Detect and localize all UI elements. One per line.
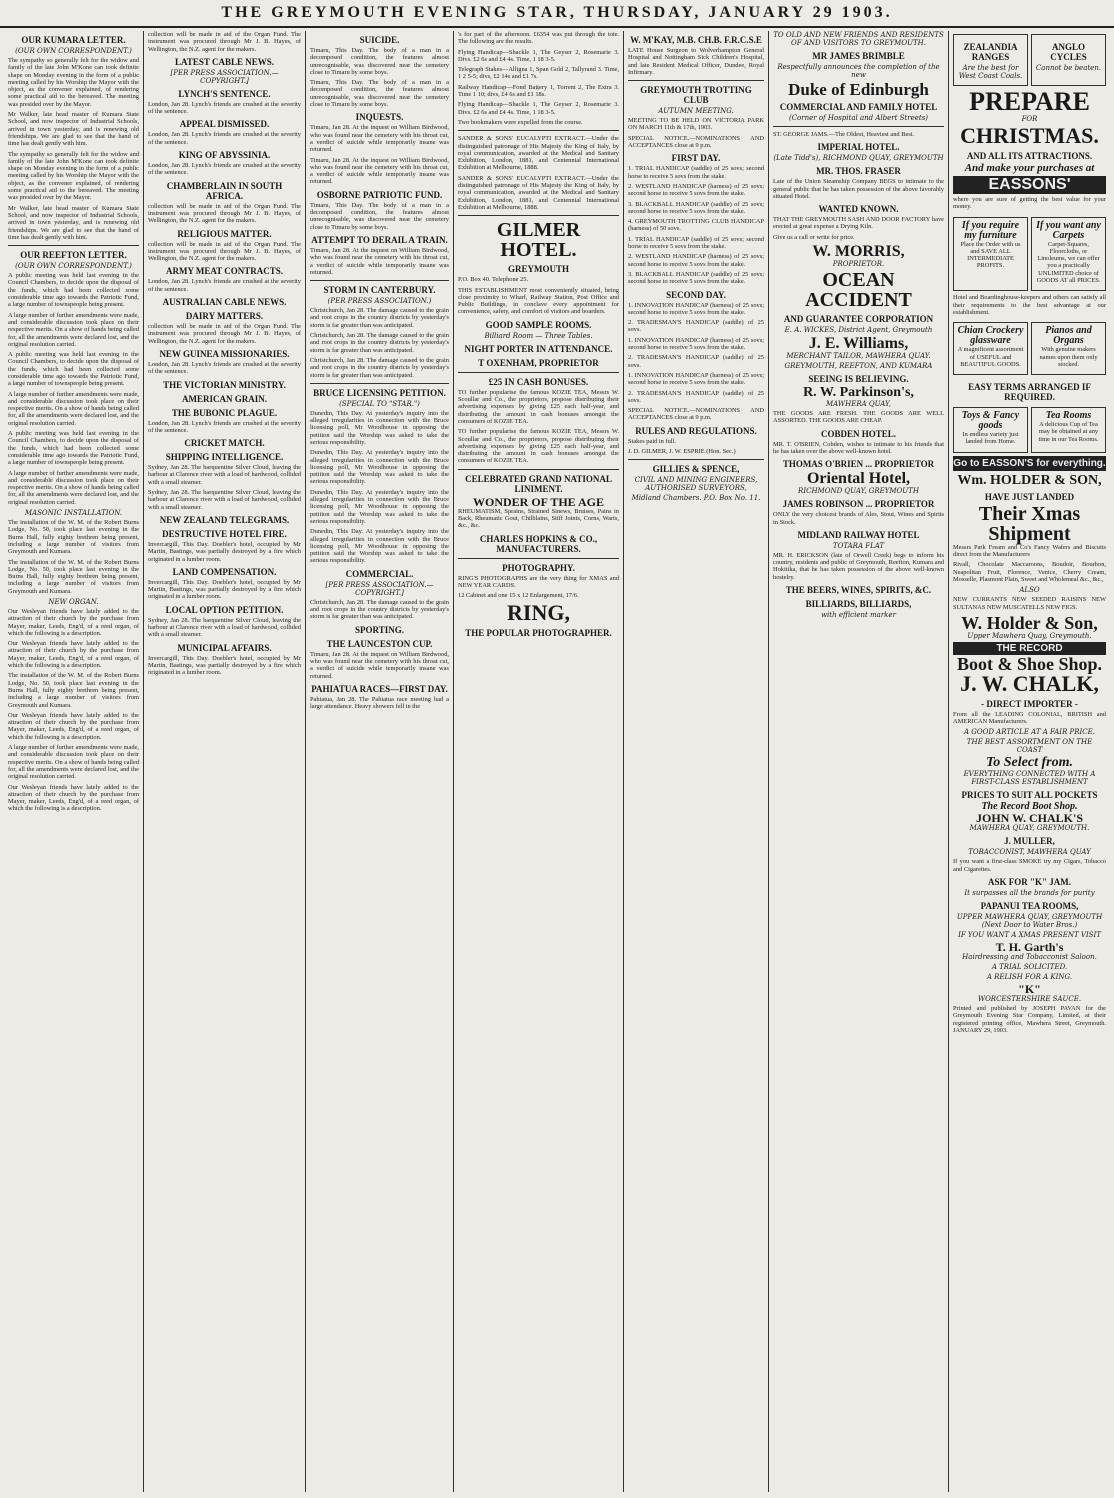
oriental-hotel-title: Oriental Hotel,: [806, 470, 911, 488]
article-text: A large number of further amendments were made, and considerable discussion took place on their respective merits. On a show of hands being called for, all the amendments were declared lost, and the original resolution carried.: [8, 469, 139, 506]
race-entry: 2. WESTLAND HANDICAP (harness) of 25 sovs; second horse to receive 5 sovs from the stake.: [628, 182, 764, 198]
ad-line: SECOND DAY.: [666, 289, 726, 300]
article-text: Timaru, This Day. The body of a man in a decomposed condition, the features almost unrecognisable, was discovered near the cemetery close to Timaru by some boys.: [310, 79, 449, 109]
race-result: Telegraph Stakes—Alligna 1, Span Gold 2, Tallyrand 3. Time, 1 2 5-5; divs, £2 14s and £1 7s.: [458, 66, 619, 81]
column-7: [949, 31, 1110, 1492]
ad-line: AUTUMN MEETING.: [658, 107, 734, 116]
subhead: NEW ORGAN.: [48, 598, 99, 606]
ad-text: Hotel and Boardinghouse-keepers and others can satisfy all their requirements to the best advantage at our establishment.: [953, 294, 1106, 316]
ad-line: Hairdressing and Tobacconist Saloon.: [962, 953, 1097, 962]
article-text: Our Wesleyan friends have lately added to the attraction of their church by the purchase from Mayer, maker, Leeds, Eng'd, of a reed organ, of which the following is a description.: [8, 711, 139, 741]
headline-nz-telegrams: NEW ZEALAND TELEGRAMS.: [159, 514, 290, 525]
race-result: Flying Handicap—Shackle 1, The Geyser 2, Rosemarie 3. Divs. £2 6s and £4 4s. Time, 1 18 3-5.: [458, 48, 619, 63]
column-1: [4, 31, 144, 1492]
kicker: RELIGIOUS MATTER.: [177, 228, 272, 239]
ad-text: 12 Cabinet and one 15 x 12 Enlargement, 17/6.: [458, 592, 579, 600]
holder-title-2: W. Holder & Son,: [961, 612, 1098, 633]
article-text: The sympathy so generally felt for the widow and family of the late John M'Kone can took definite shape on Monday evening in the form of a public meeting called by his Worship the Mayor with the object, as the convener explained, of rendering some practical aid to the bereaved. The meeting was presided over by the Mayor.: [8, 57, 139, 108]
article-text: The sympathy so generally felt for the widow and family of the late John M'Kone can took definite shape on Monday evening in the form of a public meeting called by his Worship the Mayor with the object, as the convener explained, of rendering some practical aid to the bereaved. The meeting was presided over by the Mayor.: [8, 150, 139, 202]
ad-line: RULES AND REGULATIONS.: [635, 425, 757, 436]
article-text: London, Jan 28. Lynch's friends are crushed at the severity of the sentence.: [148, 162, 301, 177]
ad-text: MR. T. O'BRIEN, Cobden, wishes to intimate to his friends that he has taken over the above well-known hotel.: [773, 440, 944, 455]
ad-line: It surpasses all the brands for purity: [964, 889, 1095, 898]
byline: (OUR OWN CORRESPONDENT.): [15, 47, 132, 55]
ring-title: RING,: [507, 600, 570, 626]
article-text: collection will be made in aid of the Organ Fund. The instrument was procured through Mr J. B. Hayes, of Wellington, the N.Z. agent for the makers.: [148, 202, 301, 225]
ad-line: THE BEERS, WINES, SPIRITS, &C.: [785, 585, 932, 596]
pianos-box: [1031, 322, 1106, 375]
article-text: collection will be made in aid of the Organ Fund. The instrument was procured through Mr J. B. Hayes, of Wellington, the N.Z. agent for the makers.: [148, 31, 301, 53]
top-boxes: [953, 31, 1106, 89]
race-entry: 2. TRADESMAN'S HANDICAP (saddle) of 25 sovs.: [628, 389, 764, 404]
ad-line: T OXENHAM, PROPRIETOR: [478, 357, 599, 368]
ad-text: THE GOODS ARE FRESH. THE GOODS ARE WELL ASSORTED. THE GOODS ARE CHEAP.: [773, 410, 944, 425]
race-entry: 2. TRADESMAN'S HANDICAP (saddle) of 25 sovs.: [628, 319, 764, 334]
parkinson-title: R. W. Parkinson's,: [803, 385, 914, 401]
ad-text: Messrs Park Fream and Co's Fancy Wafers and Biscuits direct from the Manufacturers: [953, 543, 1106, 559]
k-sauce: "K": [1018, 982, 1041, 997]
article-text: Our Wesleyan friends have lately added to the attraction of their church by the purchase from Mayer, maker, Leeds, Eng'd, of a reed organ, of which the following is a description.: [8, 783, 139, 813]
ad-line: A TRIAL SOLICITED.: [991, 963, 1068, 972]
ad-line: GREYMOUTH, REEFTON, AND KUMARA: [784, 362, 933, 371]
ad-text: RING'S PHOTOGRAPHS are the very thing for XMAS and NEW YEAR CARDS.: [458, 574, 619, 589]
race-entry: 2. TRADESMAN'S HANDICAP (saddle) of 25 sovs.: [628, 354, 764, 369]
toys-box: [953, 407, 1028, 453]
ad-line: THE BEST ASSORTMENT ON THE COAST: [966, 738, 1093, 755]
article-text: Timaru, Jan 28. At the inquest on William Birdwood, who was found near the cemetery with his throat cut, a verdict of suicide while temporarily insane was returned.: [310, 246, 449, 276]
byline: (SPECIAL TO "STAR."): [339, 399, 420, 408]
furniture-box: [953, 217, 1028, 292]
ad-line: THE POPULAR PHOTOGRAPHER.: [465, 628, 612, 639]
race-entry: 2. WESTLAND HANDICAP (harness) of 25 sovs; second horse to receive 5 sovs from the stake.: [628, 253, 764, 268]
kicker: DAIRY MATTERS.: [185, 311, 264, 322]
kicker: LAND COMPENSATION.: [172, 566, 277, 577]
divider: [628, 459, 764, 460]
kicker: THE BUBONIC PLAGUE.: [171, 407, 278, 418]
ad-line: (Late Tidd's), RICHMOND QUAY, GREYMOUTH: [773, 154, 944, 163]
ad-line: WORCESTERSHIRE SAUCE.: [977, 995, 1082, 1004]
williams-title: J. E. Williams,: [808, 335, 909, 353]
divider: [458, 558, 619, 559]
ad-line: MERCHANT TAILOR, MAWHERA QUAY.: [786, 352, 931, 361]
headline-reefton: OUR REEFTON LETTER.: [20, 250, 127, 261]
article-text: Our Wesleyan friends have lately added to the attraction of their church by the purchase from Mayer, maker, Leeds, Eng'd, of a reed organ, of which the following is a description.: [8, 608, 139, 637]
article-text: Christchurch, Jan 28. The damage caused to the grain and root crops in the country districts by yesterday's storm is far greater than was anticipated.: [310, 307, 449, 329]
divider: [458, 130, 619, 131]
ad-text: Carpet-Squares, Floorcloths, or Linoleums, we can offer you a practically UNLIMITED choice of GOODS AT all PRICES.: [1036, 240, 1101, 285]
byline: (OUR OWN CORRESPONDENT.): [15, 262, 132, 271]
ad-text: Late of the Union Steamship Company BEGS to intimate to the general public that he has taken possession of the above favorably situated Hotel.: [773, 178, 944, 200]
subhead: MASONIC INSTALLATION.: [24, 509, 123, 518]
divider: [8, 245, 139, 246]
eassons-banner: EASSONS': [953, 176, 1106, 194]
ad-line: Pianos and Organs: [1045, 325, 1092, 347]
headline-sporting: SPORTING.: [355, 624, 404, 635]
select-from: To Select from.: [986, 755, 1073, 771]
gilmer-hotel-title: GILMER HOTEL.: [496, 219, 581, 262]
ad-text: Rivall, Chocolate Maccaroons, Boudoir, Bourbon, Neapolitan Fruit, Florence, Venice, Cherry Cream, Mosselle, Plasmont Plain, Sweet and Wholemeal &c., &c.,: [953, 561, 1106, 583]
race-entry: 3. BLACKBALL HANDICAP (saddle) of 25 sovs; second horse to receive 5 sovs from the stake.: [628, 270, 764, 286]
divider: [628, 80, 764, 81]
ad-line: If you want any Carpets: [1036, 219, 1101, 241]
race-entry: 1. INNOVATION HANDICAP (harness) of 25 sovs; second horse to receive 5 sovs from the stake.: [628, 301, 764, 316]
article-text: London, Jan 28. Lynch's friends are crushed at the severity of the sentence.: [148, 100, 301, 116]
ad-line: CELEBRATED GRAND NATIONAL LINIMENT.: [465, 473, 612, 494]
kicker: DESTRUCTIVE HOTEL FIRE.: [162, 528, 287, 539]
article-text: Christchurch, Jan 28. The damage caused to the grain and root crops in the country districts by yesterday's storm is far greater than was anticipated.: [310, 356, 449, 379]
kicker: LOCAL OPTION PETITION.: [165, 604, 284, 615]
article-text: collection will be made in aid of the Organ Fund. The instrument was procured through Mr J. B. Hayes, of Wellington, the N.Z. agent for the makers.: [148, 323, 301, 345]
ad-line: THOMAS O'BRIEN ... PROPRIETOR: [782, 459, 935, 470]
column-3: [306, 31, 454, 1492]
ad-line: ZEALANDIA RANGES: [963, 42, 1018, 62]
ad-line: SEEING IS BELIEVING.: [808, 374, 909, 385]
ad-line: Toys & Fancy goods: [961, 410, 1020, 432]
article-text: A large number of further amendments were made, and considerable discussion took place on their respective merits. On a show of hands being called for, all the amendments were declared lost, and the original resolution carried.: [8, 744, 139, 781]
article-text: Our Wesleyan friends have lately added to the attraction of their church by the purchase from Mayer, maker, Leeds, Eng'd, of a reed organ, of which the following is a description.: [8, 640, 139, 670]
ad-text: SPECIAL NOTICE.—NOMINATIONS AND ACCEPTANCES close at 9 p.m.: [628, 134, 764, 150]
ad-line: TOTARA FLAT: [832, 541, 885, 550]
wanted-known-title: WANTED KNOWN.: [818, 204, 899, 215]
article-text: London, Jan 28. Lynch's friends are crushed at the severity of the sentence.: [148, 360, 301, 376]
article-text: Sydney, Jan 28. The barquentine Silver Cloud, leaving the harbour at Clarence river with a load of hardwood, collided with a small steamer.: [148, 464, 301, 486]
ad-line: Chian Crockery glassware: [957, 325, 1024, 347]
ad-text: ST. GEORGE JAMS.—The Oldest, Heaviest and Best.: [773, 131, 915, 138]
article-text: London, Jan 28. Lynch's friends are crushed at the severity of the sentence.: [148, 131, 301, 146]
race-entry: 1. INNOVATION HANDICAP (harness) of 25 sovs; second horse to receive 5 sovs from the stake.: [628, 371, 764, 387]
divider: [310, 383, 449, 384]
ad-line: TOBACCONIST, MAWHERA QUAY: [968, 848, 1091, 857]
article-text: Pahiatua, Jan 28. The Pahiatua race meeting had a large attendance. Heavy showers fell in the: [310, 695, 449, 711]
tearooms-box: [1031, 407, 1106, 453]
headline-shipping: SHIPPING INTELLIGENCE.: [165, 452, 284, 463]
gilmer-hotel-location: GREYMOUTH: [507, 264, 569, 275]
ad-text: From all the LEADING COLONIAL, BRITISH and AMERICAN Manufacturers.: [953, 710, 1106, 726]
article-text: The installation of the W. M. of the Robert Burns Lodge, No. 50, took place last evening in the Burns Hall, fully eighty brethren being present, including a large number of visitors from Greymouth and Kumara.: [8, 519, 139, 556]
kicker: APPEAL DISMISSED.: [179, 119, 270, 130]
papanui-title: PAPANUI TEA ROOMS,: [980, 901, 1079, 912]
ad-line: And make your purchases at: [964, 162, 1095, 174]
ad-text: where you are sure of getting the best value for your money.: [953, 196, 1106, 211]
column-5: [624, 31, 769, 1492]
midland-hotel-title: MIDLAND RAILWAY HOTEL: [797, 529, 920, 540]
article-text: Christchurch, Jan 28. The damage caused to the grain and root crops in the country districts by yesterday's storm is far greater than was anticipated.: [310, 332, 449, 354]
ad-text: NEW CURRANTS NEW SEEDED RAISINS NEW SULTANAS NEW MUSCATELLS NEW FIGS.: [953, 596, 1106, 611]
ad-line: The Record Boot Shop.: [981, 801, 1078, 813]
ad-line: MR JAMES BRIMBLE: [812, 51, 905, 61]
ad-line: PRICES TO SUIT ALL POCKETS: [961, 790, 1098, 801]
ad-line: PHOTOGRAPHY.: [502, 562, 575, 573]
toys-tearooms: [953, 404, 1106, 456]
kicker: ARMY MEAT CONTRACTS.: [165, 266, 284, 277]
ad-text: MEETING TO BE HELD ON VICTORIA PARK ON MARCH 11th & 17th, 1903.: [628, 117, 764, 132]
divider: [773, 126, 944, 127]
headline-bruce-petition: BRUCE LICENSING PETITION.: [313, 387, 446, 398]
ad-line: MR. THOS. FRASER: [816, 166, 901, 177]
prepare-heading: PREPARE: [969, 87, 1090, 116]
divider: [310, 280, 449, 281]
race-result: Flying Handicap—Shackle 1, The Geyser 2, Rosemarie 3. Divs. £2 6s and £4 4s. Time, 1 18 3-5.: [458, 101, 619, 116]
kicker: OSBORNE PATRIOTIC FUND.: [316, 189, 443, 200]
kicker: ATTEMPT TO DERAIL A TRAIN.: [311, 234, 448, 245]
crockery-box: [953, 322, 1028, 375]
christmas-heading: CHRISTMAS.: [960, 123, 1099, 148]
ad-line: Tea Rooms: [1045, 410, 1092, 422]
ad-line: Upper Mawhera Quay, Greymouth.: [967, 631, 1092, 640]
kicker: LYNCH'S SENTENCE.: [178, 88, 271, 99]
furniture-carpets: [953, 214, 1106, 295]
ad-line: £25 IN CASH BONUSES.: [488, 376, 589, 387]
byline: [PER PRESS ASSOCIATION.—COPYRIGHT.]: [170, 68, 279, 85]
race-result: Railway Handicap—Fond Battery 1, Torrent 2, The Extra 3. Time 1 10; divs, £4 6s and £1 18s.: [458, 83, 619, 99]
ad-line: A GOOD ARTICLE AT A FAIR PRICE.: [963, 728, 1095, 737]
anglo-cycles-box: [1031, 34, 1106, 86]
ad-text: RHEUMATISM, Sprains, Strained Sinews, Bruises, Pains in Back, Rheumatic Gout, Chilblains, Stiff Joints, Corns, Warts, &c., &c.: [458, 507, 619, 530]
ad-line: Are the best for West Coast Coals.: [958, 64, 1023, 80]
ad-text: A magnificent assortment of USEFUL and BEAUTIFUL GOODS.: [957, 346, 1024, 368]
race-entry: 3. BLACKBALL HANDICAP (saddle) of 25 sovs; second horse to receive 5 sovs from the stake.: [628, 200, 764, 215]
ad-line: COMMERCIAL AND FAMILY HOTEL: [779, 102, 938, 112]
ad-line: EASY TERMS ARRANGED IF REQUIRED.: [968, 382, 1091, 403]
divider: [458, 372, 619, 373]
ad-line: - DIRECT IMPORTER -: [981, 698, 1078, 709]
cobden-hotel-title: COBDEN HOTEL.: [820, 428, 896, 439]
ad-line: EVERYTHING CONNECTED WITH A FIRST-CLASS ESTABLISHMENT: [963, 770, 1096, 787]
race-entry: 1. TRIAL HANDICAP (saddle) of 25 sovs; second horse to receive 5 sovs from the stake.: [628, 235, 764, 251]
ad-line: Midland Chambers. P.O. Box No. 11.: [631, 494, 761, 503]
article-text: Dunedin, This Day. At yesterday's inquiry into the alleged irregularities in connection with the Bruce licensing poll, Mr Woodhouse in opposing the petition said the Worship was asked to take the serious responsibility.: [310, 528, 449, 565]
kicker: MUNICIPAL AFFAIRS.: [177, 642, 272, 653]
ad-text: THAT THE GREYMOUTH SASH AND DOOR FACTORY have erected at great expense a Drying Kiln.: [773, 216, 944, 231]
article-text: A public meeting was held last evening in the Council Chambers, to decide upon the disposal of the funds, which had been collected some considerable time ago towards the Patriotic Fund, a large number of townspeople being present.: [8, 430, 139, 467]
kicker: THE LAUNCESTON CUP.: [326, 638, 433, 649]
kicker: THE VICTORIAN MINISTRY.: [163, 379, 286, 390]
ad-text: Give us a call or write for price.: [773, 233, 855, 241]
article-text: London, Jan 28. Lynch's friends are crushed at the severity of the sentence.: [148, 278, 301, 293]
muller-title: J. MULLER,: [1004, 836, 1055, 847]
ad-line: UPPER MAWHERA QUAY, GREYMOUTH (Next Door to Water Bros.): [956, 913, 1103, 930]
ad-line: ANGLO CYCLES: [1050, 42, 1087, 62]
article-text: A large number of further amendments were made, and considerable discussion took place on their respective merits. On a show of hands being called for, all the amendments were declared lost, and the original resolution carried.: [8, 311, 139, 348]
article-text: Dunedin, This Day. At yesterday's inquiry into the alleged irregularities in connection with the Bruce licensing poll, Mr Woodhouse in opposing the petition said the Worship was asked to take the serious responsibility.: [310, 488, 449, 525]
ad-line: MAWHERA QUAY,: [825, 400, 892, 409]
kicker: PAHIATUA RACES—FIRST DAY.: [311, 683, 448, 694]
article-text: Christchurch, Jan 28. The damage caused to the grain and root crops in the country districts by yesterday's storm is far greater than was anticipated.: [310, 598, 449, 621]
article-text: 's for part of the afternoon. £6354 was put through the tote. The following are the results.: [458, 31, 619, 46]
kicker: CHAMBERLAIN IN SOUTH AFRICA.: [166, 180, 283, 201]
crockery-pianos: [953, 319, 1106, 378]
article-text: Timaru, This Day. The body of a man in a decomposed condition, the features almost unrecognisable, was discovered near the cemetery close to Timaru by some boys.: [310, 47, 449, 76]
ad-text: SANDER & SONS' EUCALYPTI EXTRACT.—Under the distinguished patronage of His Majesty the King of Italy, by royal communication, awarded at the Medical and Sanitary Exhibition, London, 1881, and Centennial International Exhibition at Melbourne, 1888.: [458, 135, 619, 172]
ad-text: THIS ESTABLISHMENT most conveniently situated, being close proximity to Wharf, Railway Station, Post Office and Public Buildings, in conclave every appointment for convenience, safety, and comfort of visitors and boarders.: [458, 286, 619, 316]
headline-kumara: OUR KUMARA LETTER.: [21, 35, 126, 45]
garth-title: T. H. Garth's: [995, 940, 1064, 955]
ad-line: A RELISH FOR A KING.: [986, 973, 1073, 982]
article-text: Timaru, Jan 28. At the inquest on William Birdwood, who was found near the cemetery with his throat cut, a verdict of suicide while temporarily insane was returned.: [310, 156, 449, 186]
imperial-hotel-title: IMPERIAL HOTEL.: [817, 142, 900, 153]
article-text: Mr Walker, late head master of Kumara State School, and now inspector of Industrial Schools, arrived in town yesterday, and is renewing old friendships. We are glad to see that the hand of time has dealt gently with him.: [8, 204, 139, 241]
byline: (PER PRESS ASSOCIATION.): [327, 297, 432, 306]
imprint: Printed and published by JOSEPH PAVAN for the Greymouth Evening Star Company, Limited, at their registered printing office, Mawhera Street, Greymouth. JANUARY 29, 1903.: [953, 1005, 1106, 1034]
kicker: INQUESTS.: [355, 112, 404, 123]
ad-text: TO further popularise the famous KOZIE TEA, Messrs W. Scoullar and Co., the proprietors, propose distributing their advertising expenses by giving £25 each half-year, and distributing the amount in cash bonuses amongst the consumers of KOZIE TEA.: [458, 428, 619, 465]
article-text: Dunedin, This Day. At yesterday's inquiry into the alleged irregularities in connection with the Bruce licensing poll, Mr Woodhouse in opposing the petition said the Worship was asked to take the serious responsibility.: [310, 409, 449, 446]
divider: [458, 215, 619, 216]
article-text: Mr Walker, late head master of Kumara State School, and now inspector of Industrial Schools, arrived in town yesterday, and is renewing old friendships. We are glad to see that the hand of time has dealt gently with him.: [8, 111, 139, 148]
zealandia-box: [953, 34, 1028, 86]
ad-line: ALSO: [1019, 586, 1040, 595]
article-text: Timaru, Jan 28. At the inquest on William Birdwood, who was found near the cemetery with his throat cut, a verdict of suicide while temporarily insane was returned.: [310, 650, 449, 680]
ad-line: JAMES ROBINSON ... PROPRIETOR: [782, 499, 935, 510]
ad-line: Cannot be beaten.: [1035, 64, 1102, 72]
holder-title: Wm. HOLDER & SON,: [957, 472, 1102, 488]
ad-line: (Corner of Hospital and Albert Streets): [788, 114, 929, 122]
ad-line: If you require my furniture: [961, 219, 1020, 241]
ad-text: SPECIAL NOTICE.—NOMINATIONS AND ACCEPTANCES close at 9 p.m.: [628, 407, 764, 422]
race-entry: 4. GREYMOUTH TROTTING CLUB HANDICAP (harness) of 50 sovs.: [628, 218, 764, 233]
ad-line: AND ALL ITS ATTRACTIONS.: [966, 151, 1093, 161]
ad-text: P.O. Box 40. Telephone 25.: [458, 276, 529, 284]
column-4: [454, 31, 624, 1492]
kicker: AMERICAN GRAIN.: [182, 393, 267, 404]
article-text: Dunedin, This Day. At yesterday's inquiry into the alleged irregularities in connection with the Bruce licensing poll, Mr Woodhouse in opposing the petition said the Worship was asked to take the serious responsibility.: [310, 449, 449, 486]
article-text: collection will be made in aid of the Organ Fund. The instrument was procured through Mr J. B. Hayes, of Wellington, the N.Z. agent for the makers.: [148, 240, 301, 263]
article-text: A public meeting was held last evening in the Council Chambers, to decide upon the disposal of the funds, which had been collected some considerable time ago towards the Patriotic Fund, a large number of townspeople being present.: [8, 272, 139, 309]
trotting-club-title: GREYMOUTH TROTTING CLUB: [640, 85, 752, 106]
race-entry: 1. INNOVATION HANDICAP (harness) of 25 sovs; second horse to receive 5 sovs from the stake.: [628, 336, 764, 352]
article-text: Two bookmakers were expelled from the course.: [458, 118, 583, 126]
ad-text: If you want a first-class SMOKE try my Cigars, Tobacco and Cigarettes.: [953, 858, 1106, 873]
article-text: A large number of further amendments were made, and considerable discussion took place on their respective merits. On a show of hands being called for, all the amendments were declared lost, and the original resolution carried.: [8, 390, 139, 427]
ad-text: A delicious Cup of Tea may be obtained at any time in our Tea Rooms.: [1038, 421, 1099, 443]
ad-text: MR. H. ERICKSON (late of Orwell Creek) begs to inform his country, residents and public of Greymouth, Reefton, Kumara and Hokitika, that he has taken possession of the above well-known hostelry.: [773, 551, 944, 581]
headline-australian-news: AUSTRALIAN CABLE NEWS.: [162, 297, 287, 308]
ad-line: MAWHERA QUAY, GREYMOUTH.: [969, 824, 1090, 833]
ad-line: FOR: [1021, 115, 1038, 123]
ad-line: Respectfully announces the completion of the new: [777, 63, 940, 79]
article-text: Timaru, This Day. The body of a man in a decomposed condition, the features almost unrecognisable, was discovered near the cemetery close to Timaru by some boys.: [310, 201, 449, 231]
ad-line: HAVE JUST LANDED: [984, 491, 1075, 502]
duke-of-edinburgh-title: Duke of Edinburgh: [788, 80, 929, 99]
boot-shop-title: Boot & Shoe Shop.: [956, 653, 1103, 674]
ad-line: E. A. WICKES, District Agent, Greymouth: [784, 326, 933, 335]
kicker: SUICIDE.: [359, 35, 400, 45]
john-chalk: JOHN W. CHALK'S: [975, 811, 1084, 826]
k-jam: ASK FOR "K" JAM.: [988, 877, 1071, 888]
ad-text: TO further popularise the famous KOZIE TEA, Messrs W. Scoullar and Co., the proprietors, propose distributing their advertising expenses by giving £25 each half-year, and distributing the amount in cash bonuses amongst the consumers of KOZIE TEA.: [458, 388, 619, 425]
ad-text: ONLY the very choicest brands of Ales, Stout, Wines and Spirits in Stock.: [773, 511, 944, 526]
ocean-accident-title: OCEAN ACCIDENT: [805, 269, 912, 312]
column-2: [144, 31, 306, 1492]
kicker: KING OF ABYSSINIA.: [178, 150, 271, 161]
article-text: Invercargill, This Day. Doebler's hotel, occupied by Mr Martin, Bastings, was partially destroyed by a fire which originated in a lumber room.: [148, 578, 301, 601]
ad-line: Billiard Room — Three Tables.: [484, 331, 593, 340]
masthead: THE GREYMOUTH EVENING STAR, THURSDAY, JANUARY 29 1903.: [0, 0, 1114, 28]
record-bar: THE RECORD: [953, 642, 1106, 655]
liniment-title: WONDER OF THE AGE: [472, 494, 605, 509]
ad-line: CHARLES HOPKINS & CO., MANUFACTURERS.: [479, 533, 598, 554]
article-text: Timaru, Jan 28. At the inquest on William Birdwood, who was found near the cemetery with his throat cut, a verdict of suicide while temporarily insane was returned.: [310, 124, 449, 154]
morris-title: W. MORRIS,: [812, 243, 905, 261]
carpets-box: [1031, 217, 1106, 292]
ad-line: W. M'KAY, M.B. CH.B. F.R.C.S.E: [630, 35, 762, 45]
columns: [0, 28, 1114, 1492]
headline-cable-news: LATEST CABLE NEWS.: [175, 56, 274, 67]
column-6: [769, 31, 949, 1492]
headline-commercial: COMMERCIAL.: [345, 568, 414, 579]
ad-text: J. D. GILMER, J. W. ESPRIE (Hon. Sec.): [628, 447, 736, 455]
race-entry: 1. TRIAL HANDICAP (saddle) of 25 sovs; second horse to receive 5 sovs from the stake.: [628, 165, 764, 180]
xmas-shipment: Their Xmas Shipment: [978, 502, 1081, 545]
eassons-bar: Go to EASSON'S for everything.: [953, 457, 1106, 469]
ad-line: FIRST DAY.: [671, 153, 721, 164]
article-text: London, Jan 28. Lynch's friends are crushed at the severity of the sentence.: [148, 419, 301, 434]
ad-line: IF YOU WANT A XMAS PRESENT VISIT: [958, 931, 1101, 940]
article-text: Sydney, Jan 28. The barquentine Silver Cloud, leaving the harbour at Clarence river with a load of hardwood, collided with a small steamer.: [148, 616, 301, 639]
kicker: CRICKET MATCH.: [184, 438, 265, 449]
ad-line: BILLIARDS, BILLIARDS,: [805, 599, 912, 610]
ad-text: In endless variety just landed from Home.: [962, 431, 1019, 446]
article-text: Invercargill, This Day. Doebler's hotel, occupied by Mr Martin, Bastings, was partially destroyed by a fire which originated in a lumber room.: [148, 654, 301, 677]
ad-line: GOOD SAMPLE ROOMS.: [485, 319, 592, 330]
ad-text: SANDER & SONS' EUCALYPTI EXTRACT.—Under the distinguished patronage of His Majesty the King of Italy, by royal communication, awarded at the Medical and Sanitary Exhibition, London, 1881, and Centennial International Exhibition at Melbourne, 1888.: [458, 174, 619, 211]
gillies-spence-title: GILLIES & SPENCE,: [652, 464, 740, 475]
ad-line: RICHMOND QUAY, GREYMOUTH: [798, 487, 919, 496]
chalk-title: J. W. CHALK,: [960, 670, 1099, 696]
divider: [458, 469, 619, 470]
ad-line: with efficient marker: [821, 611, 896, 620]
article-text: The installation of the W. M. of the Robert Burns Lodge, No. 50, took place last evening in the Burns Hall, fully eighty brethren being present, including a large number of visitors from Greymouth and Kumara.: [8, 672, 139, 709]
ad-line: TO OLD AND NEW FRIENDS AND RESIDENTS OF AND VISITORS TO GREYMOUTH.: [773, 31, 944, 47]
byline: [PER PRESS ASSOCIATION.—COPYRIGHT.]: [325, 580, 434, 597]
kicker: NEW GUINEA MISSIONARIES.: [159, 348, 290, 359]
article-text: Invercargill, This Day. Doebler's hotel, occupied by Mr Martin, Bastings, was partially destroyed by a fire which originated in a lumber room.: [148, 540, 301, 563]
ad-line: PROPRIETOR.: [832, 260, 885, 269]
ad-line: NIGHT PORTER IN ATTENDANCE.: [464, 343, 613, 354]
ad-text: Stakes paid in full.: [628, 437, 676, 445]
ad-text: LATE House Surgeon to Wolverhampton General Hospital and Nottingham Sick Children's Hospital, and late Resident Medical Officer, Dundee, Royal Infirmary.: [628, 47, 764, 76]
article-text: The installation of the W. M. of the Robert Burns Lodge, No. 50, took place last evening in the Burns Hall, fully eighty brethren being present, including a large number of visitors from Greymouth and Kumara.: [8, 558, 139, 595]
ad-line: CIVIL AND MINING ENGINEERS, AUTHORISED SURVEYORS,: [634, 476, 758, 493]
ad-text: Place the Order with us and SAVE ALL INTERMEDIATE PROFITS.: [960, 240, 1021, 270]
article-text: A public meeting was held last evening in the Council Chambers, to decide upon the disposal of the funds, which had been collected some considerable time ago towards the Patriotic Fund, a large number of townspeople being present.: [8, 351, 139, 388]
headline-storm: STORM IN CANTERBURY.: [323, 285, 436, 296]
article-text: Sydney, Jan 28. The barquentine Silver Cloud, leaving the harbour at Clarence river with a load of hardwood, collided with a small steamer.: [148, 489, 301, 511]
ad-line: AND GUARANTEE CORPORATION: [783, 314, 934, 325]
ad-text: With genuine makers names upon them only stocked.: [1039, 346, 1098, 368]
